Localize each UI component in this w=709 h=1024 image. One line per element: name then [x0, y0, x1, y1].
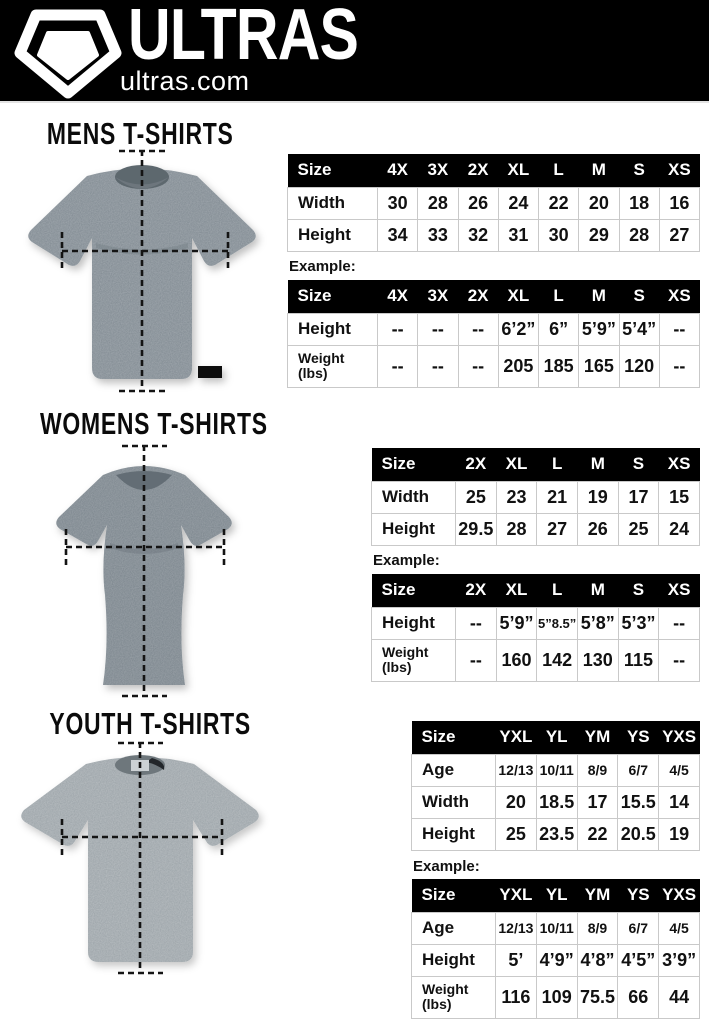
- table-row: [288, 313, 700, 345]
- size-cell-value: 19: [577, 481, 618, 513]
- size-cell-value: 8/9: [577, 754, 618, 786]
- size-cell-value: 25: [618, 513, 659, 545]
- size-cell-value: 32: [458, 219, 498, 251]
- size-cell-value: 6’2”: [498, 313, 538, 345]
- size-cell-value: --: [456, 639, 497, 681]
- row-label: Height: [288, 219, 378, 251]
- size-cell-value: 185: [539, 345, 579, 387]
- column-header-size: XS: [659, 154, 699, 187]
- size-cell-value: 44: [659, 976, 700, 1018]
- table-header-row: [372, 448, 700, 481]
- column-header-size: 3X: [418, 280, 458, 313]
- size-cell-value: 20.5: [618, 818, 659, 850]
- row-label: Age: [412, 754, 496, 786]
- size-cell-value: 21: [537, 481, 578, 513]
- table-row: [412, 912, 700, 944]
- size-cell-value: 5’9”: [496, 607, 537, 639]
- table-row: [372, 513, 700, 545]
- size-cell-value: 205: [498, 345, 538, 387]
- column-header-size: YL: [536, 879, 577, 912]
- column-header-size: L: [537, 448, 578, 481]
- row-label: Weight (lbs): [372, 639, 456, 681]
- row-label: Age: [412, 912, 496, 944]
- column-header-size: 4X: [378, 280, 418, 313]
- column-header-size: YXS: [659, 879, 700, 912]
- size-cell-value: 19: [659, 818, 700, 850]
- size-cell-value: 5’8”: [577, 607, 618, 639]
- row-label: Width: [288, 187, 378, 219]
- column-header-size: YM: [577, 879, 618, 912]
- column-header-size: YL: [536, 721, 577, 754]
- column-header-size: 2X: [456, 448, 497, 481]
- youth-example-caption: Example:: [413, 858, 480, 875]
- size-cell-value: 31: [498, 219, 538, 251]
- size-cell-value: 24: [659, 513, 700, 545]
- size-cell-value: 75.5: [577, 976, 618, 1018]
- column-header-size: M: [579, 154, 619, 187]
- column-header-size: XS: [659, 280, 699, 313]
- table-row: [372, 639, 700, 681]
- size-cell-value: 25: [496, 818, 537, 850]
- table-header-row: [412, 721, 700, 754]
- table-row: [412, 786, 700, 818]
- youth-section-title: YOUTH T-SHIRTS: [49, 706, 251, 741]
- size-cell-value: 8/9: [577, 912, 618, 944]
- column-header-size: S: [618, 448, 659, 481]
- column-header-size: YXL: [496, 721, 537, 754]
- brand-wordmark: ULTRAS: [128, 0, 359, 75]
- size-cell-value: 20: [579, 187, 619, 219]
- size-cell-value: 15.5: [618, 786, 659, 818]
- size-cell-value: 5’4”: [619, 313, 659, 345]
- size-cell-value: 26: [458, 187, 498, 219]
- table-row: [288, 219, 700, 251]
- table-row: [372, 607, 700, 639]
- size-cell-value: 18: [619, 187, 659, 219]
- size-cell-value: --: [418, 345, 458, 387]
- column-header-size: S: [619, 280, 659, 313]
- size-cell-value: --: [378, 313, 418, 345]
- row-label: Height: [412, 944, 496, 976]
- column-header-size: XL: [496, 574, 537, 607]
- column-header-size: 3X: [418, 154, 458, 187]
- size-cell-value: 109: [536, 976, 577, 1018]
- size-cell-value: 30: [539, 219, 579, 251]
- youth-shirt-image: [4, 740, 276, 980]
- size-cell-value: --: [659, 313, 699, 345]
- size-cell-value: 27: [659, 219, 699, 251]
- mens-shirt-image: [6, 148, 278, 396]
- size-cell-value: 26: [577, 513, 618, 545]
- size-cell-value: 23: [496, 481, 537, 513]
- size-cell-value: 29: [579, 219, 619, 251]
- size-cell-value: 10/11: [536, 912, 577, 944]
- size-cell-value: 4’9”: [536, 944, 577, 976]
- womens-size-table: [371, 448, 700, 546]
- column-header-size: M: [577, 574, 618, 607]
- size-cell-value: 6/7: [618, 754, 659, 786]
- table-row: [412, 754, 700, 786]
- table-row: [372, 481, 700, 513]
- size-cell-value: 120: [619, 345, 659, 387]
- size-cell-value: --: [659, 345, 699, 387]
- column-header-size: M: [577, 448, 618, 481]
- womens-shirt-image: [18, 443, 270, 701]
- column-header-size: 2X: [456, 574, 497, 607]
- column-header-size: XL: [498, 280, 538, 313]
- size-cell-value: --: [659, 607, 700, 639]
- size-cell-value: 142: [537, 639, 578, 681]
- size-cell-value: 22: [577, 818, 618, 850]
- row-label: Width: [372, 481, 456, 513]
- table-row: [412, 976, 700, 1018]
- size-cell-value: --: [456, 607, 497, 639]
- size-cell-value: 165: [579, 345, 619, 387]
- size-cell-value: 18.5: [536, 786, 577, 818]
- mens-size-table: [287, 154, 700, 252]
- column-header-size: 4X: [378, 154, 418, 187]
- table-header-row: [288, 154, 700, 187]
- site-header: [0, 0, 709, 103]
- size-cell-value: 66: [618, 976, 659, 1018]
- size-cell-value: 29.5: [456, 513, 497, 545]
- column-header-size: XS: [659, 574, 700, 607]
- size-cell-value: 20: [496, 786, 537, 818]
- row-label: Height: [372, 513, 456, 545]
- size-cell-value: 5’: [496, 944, 537, 976]
- row-label: Width: [412, 786, 496, 818]
- size-cell-value: 15: [659, 481, 700, 513]
- size-cell-value: --: [659, 639, 700, 681]
- size-cell-value: 22: [539, 187, 579, 219]
- column-header-label: Size: [412, 879, 496, 912]
- size-cell-value: 115: [618, 639, 659, 681]
- size-cell-value: 4’8”: [577, 944, 618, 976]
- size-cell-value: 14: [659, 786, 700, 818]
- column-header-label: Size: [288, 280, 378, 313]
- youth-example-table: [411, 879, 700, 1019]
- row-label: Weight (lbs): [412, 976, 496, 1018]
- column-header-size: XL: [496, 448, 537, 481]
- column-header-size: L: [539, 280, 579, 313]
- column-header-size: 2X: [458, 280, 498, 313]
- column-header-size: L: [539, 154, 579, 187]
- size-cell-value: 130: [577, 639, 618, 681]
- womens-section-title: WOMENS T-SHIRTS: [40, 406, 268, 441]
- size-cell-value: --: [378, 345, 418, 387]
- row-label: Height: [412, 818, 496, 850]
- size-cell-value: 24: [498, 187, 538, 219]
- size-cell-value: 116: [496, 976, 537, 1018]
- column-header-size: S: [619, 154, 659, 187]
- table-row: [412, 818, 700, 850]
- size-cell-value: 33: [418, 219, 458, 251]
- table-header-row: [412, 879, 700, 912]
- size-cell-value: 16: [659, 187, 699, 219]
- size-cell-value: 160: [496, 639, 537, 681]
- table-header-row: [372, 574, 700, 607]
- size-cell-value: --: [458, 345, 498, 387]
- column-header-size: L: [537, 574, 578, 607]
- womens-example-caption: Example:: [373, 552, 440, 569]
- youth-size-table: [411, 721, 700, 851]
- size-cell-value: 3’9”: [659, 944, 700, 976]
- size-cell-value: 17: [577, 786, 618, 818]
- womens-example-table: [371, 574, 700, 682]
- table-row: [288, 345, 700, 387]
- size-cell-value: 6/7: [618, 912, 659, 944]
- table-header-row: [288, 280, 700, 313]
- row-label: Weight (lbs): [288, 345, 378, 387]
- site-url: ultras.com: [120, 66, 250, 96]
- size-cell-value: 5’3”: [618, 607, 659, 639]
- column-header-size: XS: [659, 448, 700, 481]
- mens-section-title: MENS T-SHIRTS: [46, 116, 234, 151]
- column-header-size: 2X: [458, 154, 498, 187]
- column-header-size: XL: [498, 154, 538, 187]
- size-cell-value: 5”8.5”: [537, 607, 578, 639]
- row-label: Height: [372, 607, 456, 639]
- size-cell-value: 10/11: [536, 754, 577, 786]
- column-header-label: Size: [288, 154, 378, 187]
- column-header-size: YM: [577, 721, 618, 754]
- column-header-size: M: [579, 280, 619, 313]
- pentagon-logo-icon: [12, 5, 124, 99]
- table-row: [412, 944, 700, 976]
- size-cell-value: 27: [537, 513, 578, 545]
- column-header-label: Size: [412, 721, 496, 754]
- column-header-size: S: [618, 574, 659, 607]
- size-cell-value: 30: [378, 187, 418, 219]
- size-cell-value: 28: [619, 219, 659, 251]
- column-header-label: Size: [372, 574, 456, 607]
- column-header-size: YS: [618, 721, 659, 754]
- size-cell-value: 28: [496, 513, 537, 545]
- size-cell-value: 25: [456, 481, 497, 513]
- size-cell-value: 17: [618, 481, 659, 513]
- size-cell-value: --: [458, 313, 498, 345]
- column-header-size: YXS: [659, 721, 700, 754]
- column-header-size: YXL: [496, 879, 537, 912]
- table-row: [288, 187, 700, 219]
- size-cell-value: 12/13: [496, 754, 537, 786]
- size-cell-value: 4/5: [659, 912, 700, 944]
- mens-example-caption: Example:: [289, 258, 356, 275]
- size-cell-value: 4’5”: [618, 944, 659, 976]
- row-label: Height: [288, 313, 378, 345]
- size-cell-value: 5’9”: [579, 313, 619, 345]
- size-cell-value: --: [418, 313, 458, 345]
- size-cell-value: 34: [378, 219, 418, 251]
- size-cell-value: 23.5: [536, 818, 577, 850]
- mens-example-table: [287, 280, 700, 388]
- size-cell-value: 28: [418, 187, 458, 219]
- size-cell-value: 4/5: [659, 754, 700, 786]
- size-cell-value: 6”: [539, 313, 579, 345]
- size-cell-value: 12/13: [496, 912, 537, 944]
- column-header-label: Size: [372, 448, 456, 481]
- column-header-size: YS: [618, 879, 659, 912]
